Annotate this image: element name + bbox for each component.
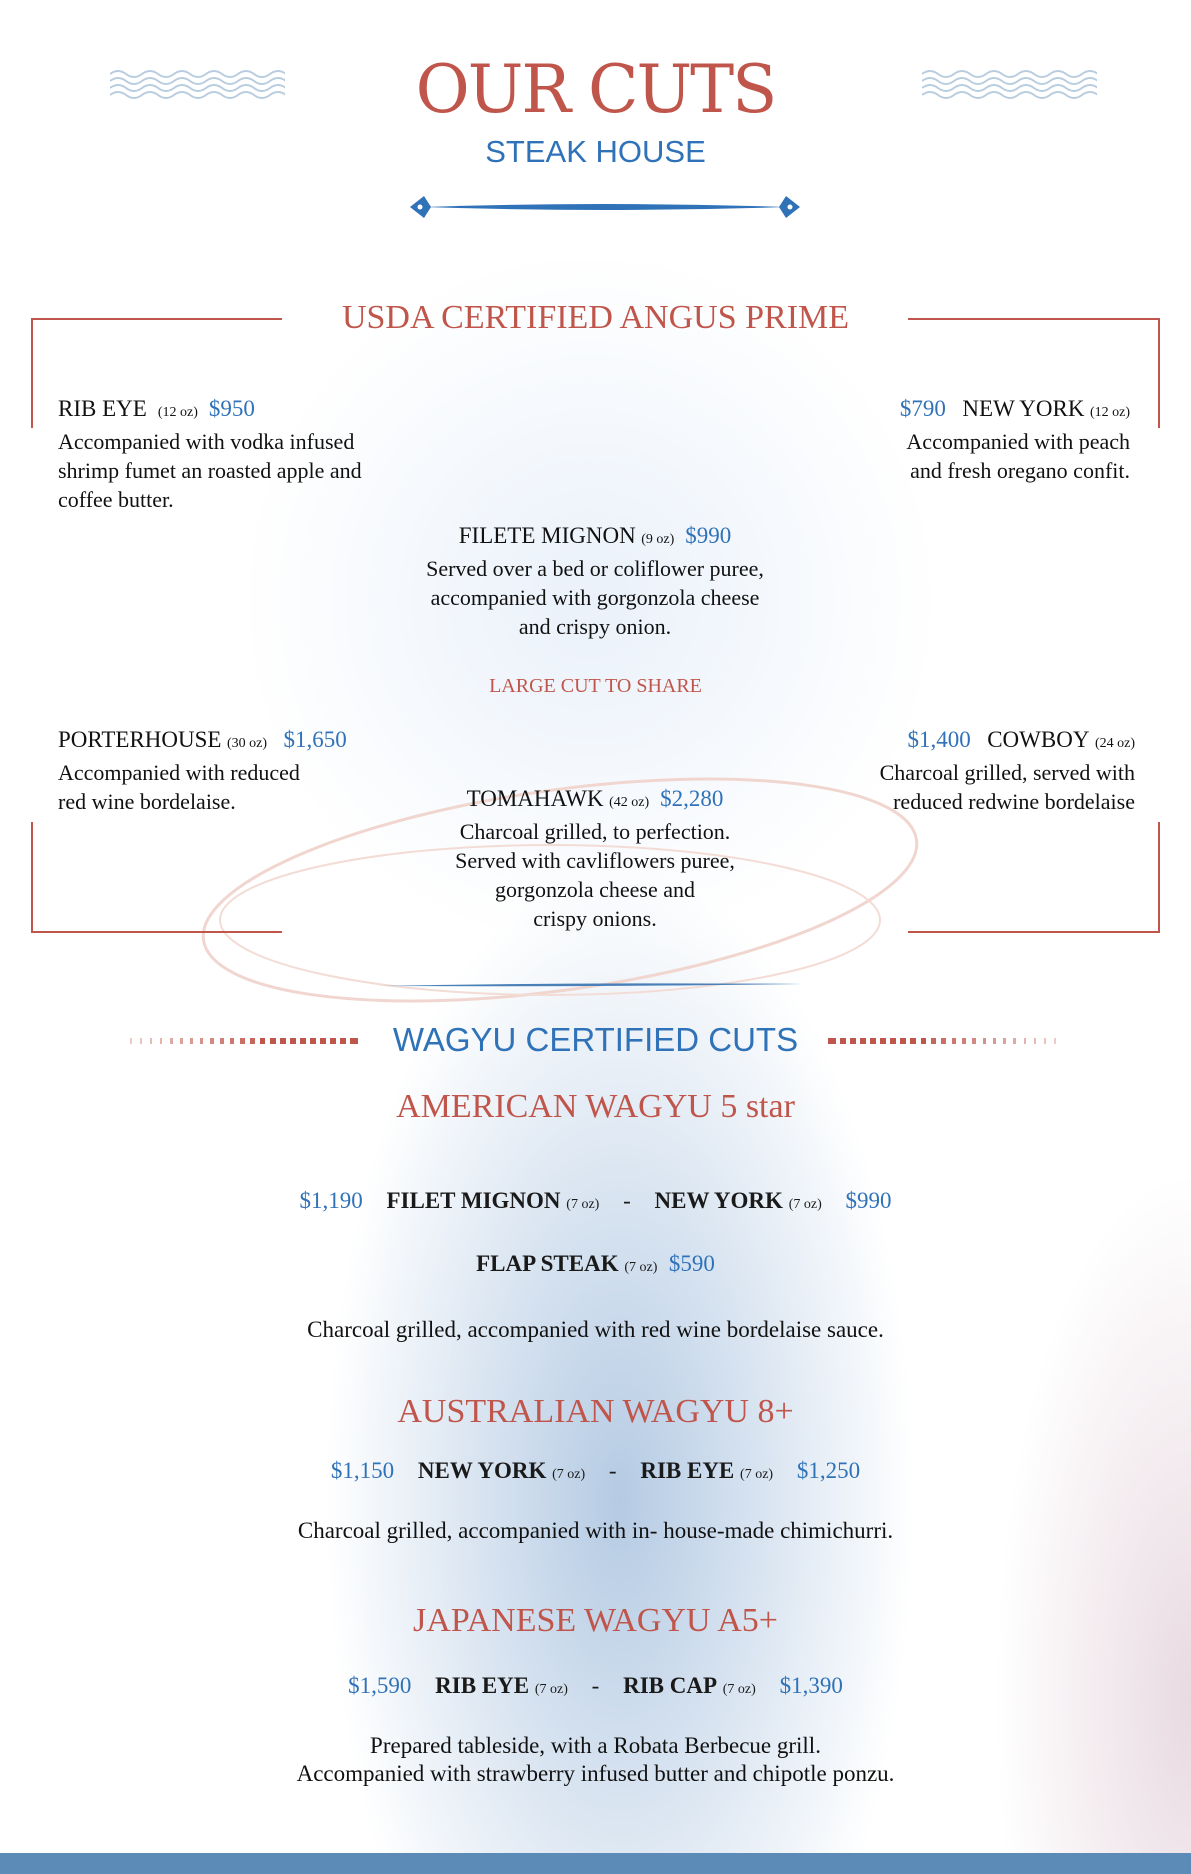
item-price: $990 [685, 523, 732, 548]
item-name: FILET MIGNON [386, 1188, 561, 1213]
item-desc-line: Charcoal grilled, served with [879, 760, 1135, 785]
item-price: $1,150 [330, 1458, 395, 1483]
item-name: NEW YORK [962, 396, 1085, 421]
item-oz: (9 oz) [641, 532, 675, 547]
american-wagyu-row-1 [0, 1186, 1191, 1220]
separator: - [591, 1673, 600, 1698]
item-desc-line: Accompanied with peach [906, 429, 1130, 454]
item-oz: (42 oz) [609, 795, 650, 810]
item-price: $1,400 [907, 727, 971, 752]
japanese-wagyu-desc-line-1: Prepared tableside, with a Robata Berbecue grill. [370, 1733, 821, 1758]
separator: - [623, 1188, 631, 1213]
page-title: OUR CUTS [415, 51, 776, 128]
large-cut-label: LARGE CUT TO SHARE [489, 675, 702, 697]
filete-mignon-item [370, 521, 820, 641]
item-oz: (7 oz) [788, 1197, 822, 1212]
item-oz: (7 oz) [740, 1467, 774, 1482]
item-oz: (12 oz) [157, 405, 198, 420]
american-wagyu-title: AMERICAN WAGYU 5 star [396, 1088, 795, 1125]
item-price: $1,250 [796, 1458, 861, 1483]
wagyu-section-title: WAGYU CERTIFIED CUTS [392, 1021, 799, 1058]
item-name: NEW YORK [654, 1188, 783, 1213]
japanese-wagyu-desc-line-2: Accompanied with strawberry infused butter and chipotle ponzu. [296, 1761, 895, 1786]
item-desc-line: Charcoal grilled, to perfection. [459, 819, 731, 844]
item-desc-line: coffee butter. [58, 487, 174, 512]
new-york-item [730, 394, 1130, 485]
item-oz: (7 oz) [624, 1260, 658, 1275]
item-oz: (24 oz) [1094, 736, 1135, 751]
item-price: $590 [668, 1251, 715, 1276]
japanese-wagyu-row [0, 1671, 1191, 1705]
item-price: $990 [845, 1188, 892, 1213]
item-name: RIB EYE [640, 1458, 735, 1483]
item-desc-line: reduced redwine bordelaise [893, 789, 1135, 814]
item-desc-line: and crispy onion. [518, 614, 672, 639]
item-price: $1,650 [283, 727, 347, 752]
item-price: $1,590 [348, 1673, 412, 1698]
usda-section-title: USDA CERTIFIED ANGUS PRIME [341, 299, 850, 336]
american-wagyu-row-2 [0, 1249, 1191, 1283]
item-price: $1,390 [779, 1673, 843, 1698]
item-desc-line: Accompanied with reduced [58, 760, 300, 785]
item-name: RIB EYE [435, 1673, 530, 1698]
australian-wagyu-desc: Charcoal grilled, accompanied with in- house-made chimichurri. [297, 1518, 894, 1543]
item-desc-line: and fresh oregano confit. [910, 458, 1130, 483]
section-divider [378, 980, 803, 990]
item-name: TOMAHAWK [466, 786, 604, 811]
australian-wagyu-row [0, 1456, 1191, 1490]
item-name: FILETE MIGNON [458, 523, 636, 548]
item-oz: (7 oz) [566, 1197, 600, 1212]
australian-wagyu-title: AUSTRALIAN WAGYU 8+ [397, 1393, 794, 1430]
item-price: $950 [208, 396, 255, 421]
item-price: $2,280 [660, 786, 724, 811]
item-oz: (12 oz) [1089, 405, 1130, 420]
item-oz: (7 oz) [534, 1682, 568, 1697]
japanese-wagyu-title: JAPANESE WAGYU A5+ [413, 1602, 778, 1639]
item-desc-line: Accompanied with vodka infused [58, 429, 355, 454]
item-desc-line: Served with cavliflowers puree, [455, 848, 735, 873]
item-name: FLAP STEAK [476, 1251, 619, 1276]
item-desc-line: red wine bordelaise. [58, 789, 236, 814]
item-name: COWBOY [987, 727, 1090, 752]
item-name: RIB CAP [623, 1673, 718, 1698]
item-desc-line: accompanied with gorgonzola cheese [430, 585, 760, 610]
item-price: $1,190 [299, 1188, 363, 1213]
item-desc-line: gorgonzola cheese and [495, 877, 695, 902]
item-name: NEW YORK [417, 1458, 547, 1483]
item-desc-line: crispy onions. [533, 906, 657, 931]
rib-eye-item [58, 394, 458, 514]
item-name: PORTERHOUSE [58, 727, 222, 752]
item-desc-line: Served over a bed or coliflower puree, [426, 556, 764, 581]
item-oz: (30 oz) [226, 736, 268, 751]
footer-bar [0, 1853, 1191, 1874]
item-oz: (7 oz) [552, 1467, 586, 1482]
american-wagyu-desc: Charcoal grilled, accompanied with red wine bordelaise sauce. [307, 1317, 884, 1342]
item-oz: (7 oz) [722, 1682, 756, 1697]
tomahawk-item [380, 784, 810, 933]
separator: - [608, 1458, 617, 1483]
page-subtitle: STEAK HOUSE [485, 134, 706, 169]
item-price: $790 [899, 396, 946, 421]
item-name: RIB EYE [58, 396, 147, 421]
item-desc-line: shrimp fumet an roasted apple and [58, 458, 362, 483]
divider-ornament-icon [404, 190, 806, 224]
